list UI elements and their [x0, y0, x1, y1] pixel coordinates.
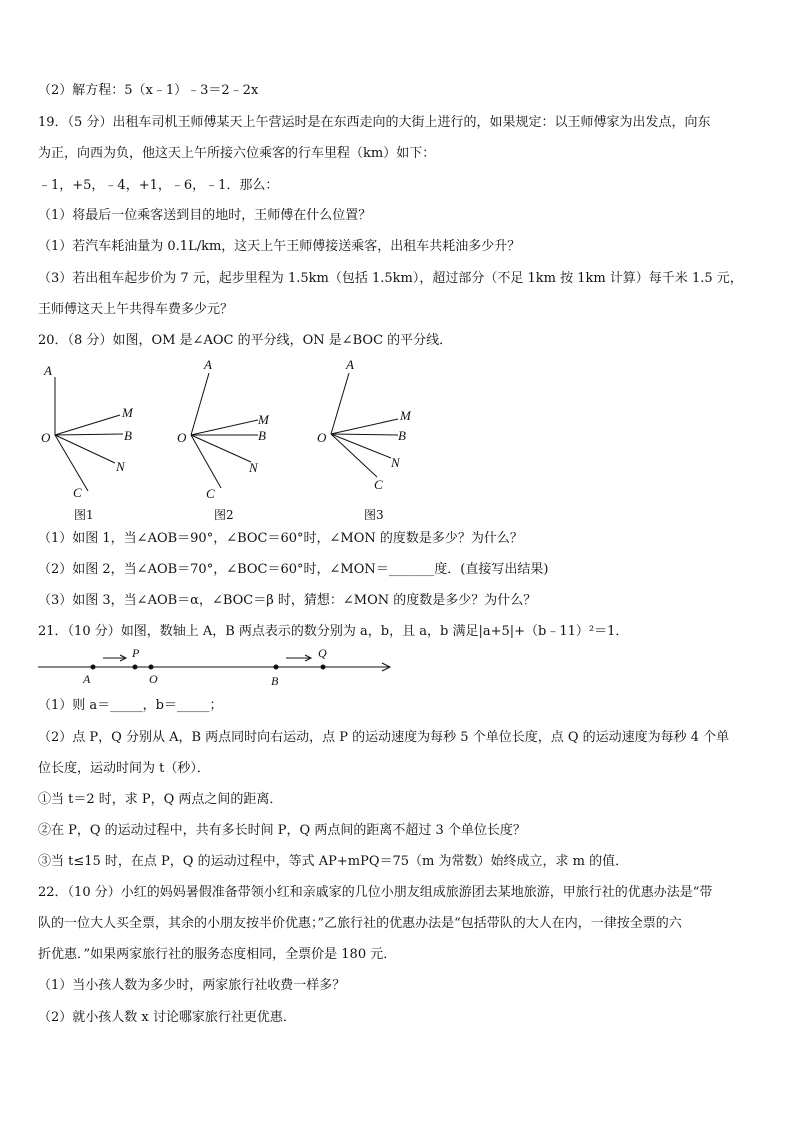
figure-caption-2: 图2: [214, 508, 234, 522]
q19-part2: （1）若汽车耗油量为 0.1L/km，这天上午王师傅接送乘客，出租车共耗油多少升？: [38, 239, 521, 254]
label-m: M: [400, 408, 411, 423]
label-a: A: [83, 672, 91, 686]
point-p: [133, 665, 138, 670]
number-line-diagram: [38, 645, 398, 690]
point-b: [274, 665, 279, 670]
label-p: P: [132, 646, 140, 660]
q20-part2: （2）如图 2，当∠AOB＝70°，∠BOC＝60°时，∠MON＝_______度．(直接写出结果): [38, 562, 549, 577]
q18-part2: （2）解方程：5（x﹣1）﹣3＝2﹣2x: [38, 83, 259, 98]
q21-sub3: ③当 t≤15 时，在点 P，Q 的运动过程中，等式 AP+mPQ＝75（m 为常数）始终成立，求 m 的值．: [38, 854, 629, 869]
q19-data-line: ﹣1，+5，﹣4，+1，﹣6，﹣1．那么：: [38, 178, 279, 193]
q21-number-line: [38, 645, 398, 690]
ray-ob: [331, 434, 398, 435]
q19-part1: （1）将最后一位乘客送到目的地时，王师傅在什么位置？: [38, 208, 372, 223]
label-b: B: [271, 674, 279, 688]
label-o: O: [41, 430, 51, 445]
label-n: N: [249, 460, 258, 475]
figure-caption-3: 图3: [364, 508, 384, 522]
label-o: O: [149, 672, 158, 686]
angle-diagram-3: [316, 355, 446, 525]
angle-diagram-2: [176, 355, 306, 525]
q22-part2: （2）就小孩人数 x 讨论哪家旅行社更优惠．: [38, 1010, 296, 1025]
label-c: C: [374, 477, 383, 492]
q20-figure-3: [316, 355, 446, 525]
q20-figure-1: [38, 360, 168, 525]
q20-figure-2: [176, 355, 306, 525]
q19-part3-line2: 王师傅这天上午共得车费多少元？: [38, 302, 234, 317]
ray-on: [331, 434, 391, 458]
label-b: B: [258, 428, 266, 443]
ray-oc: [191, 435, 221, 488]
angle-diagram-1: [38, 360, 168, 525]
ray-on: [55, 435, 115, 463]
figure-caption-1: 图1: [74, 508, 94, 522]
q22-stem-line1: 22．（10 分）小红的妈妈暑假准备带领小红和亲戚家的几位小朋友组成旅游团去某地旅游，甲旅行社的优惠办法是“带: [38, 885, 713, 900]
ray-oc: [331, 434, 377, 477]
label-a: A: [44, 363, 52, 378]
q21-part2-line1: （2）点 P，Q 分别从 A，B 两点同时向右运动，点 P 的运动速度为每秒 5 个单位长度，点 Q 的运动速度为每秒 4 个单: [38, 730, 730, 745]
label-o: O: [317, 430, 327, 445]
label-q: Q: [318, 646, 327, 660]
label-m: M: [258, 412, 269, 427]
q21-sub1: ①当 t＝2 时，求 P，Q 两点之间的距离．: [38, 792, 283, 807]
label-c: C: [206, 486, 215, 501]
q21-stem: 21．（10 分）如图，数轴上 A，B 两点表示的数分别为 a，b，且 a，b 满足|a+5|+（b﹣11）²＝1．: [38, 624, 629, 639]
ray-on: [191, 435, 251, 462]
point-q: [321, 665, 326, 670]
label-o: O: [177, 430, 187, 445]
label-b: B: [398, 428, 406, 443]
q20-stem: 20．（8 分）如图，OM 是∠AOC 的平分线，ON 是∠BOC 的平分线．: [38, 333, 453, 348]
q21-part1: （1）则 a＝_____，b＝_____；: [38, 698, 223, 713]
label-n: N: [391, 455, 400, 470]
label-a: A: [346, 357, 354, 372]
label-c: C: [73, 485, 82, 500]
q20-part3: （3）如图 3，当∠AOB＝α，∠BOC＝β 时，猜想：∠MON 的度数是多少？为什么？: [38, 593, 537, 608]
q22-part1: （1）当小孩人数为多少时，两家旅行社收费一样多？: [38, 978, 346, 993]
q19-stem-line1: 19．（5 分）出租车司机王师傅某天上午营运时是在东西走向的大街上进行的，如果规定：以王师傅家为出发点，向东: [38, 115, 711, 130]
label-m: M: [122, 405, 133, 420]
label-a: A: [204, 357, 212, 372]
q21-part2-line2: 位长度，运动时间为 t（秒）．: [38, 761, 210, 776]
ray-oc: [55, 435, 88, 491]
point-o: [149, 665, 154, 670]
q19-stem-line2: 为正，向西为负，他这天上午所接六位乘客的行车里程（km）如下：: [38, 146, 436, 161]
q20-part1: （1）如图 1，当∠AOB＝90°，∠BOC＝60°时，∠MON 的度数是多少？为什么？: [38, 531, 523, 546]
point-a: [91, 665, 96, 670]
q19-part3-line1: （3）若出租车起步价为 7 元，起步里程为 1.5km（包括 1.5km），超过部分（不足 1km 按 1km 计算）每千米 1.5 元，: [38, 271, 743, 286]
ray-ob: [55, 434, 123, 435]
ray-om: [191, 420, 258, 435]
q22-stem-line2: 队的一位大人买全票，其余的小朋友按半价优惠；”乙旅行社的优惠办法是“包括带队的大人在内，一律按全票的六: [38, 916, 682, 931]
ray-om: [55, 415, 120, 435]
ray-oa: [331, 373, 349, 434]
ray-om: [331, 419, 398, 434]
ray-oa: [191, 373, 209, 435]
q22-stem-line3: 折优惠．”如果两家旅行社的服务态度相同，全票价是 180 元．: [38, 947, 397, 962]
q21-sub2: ②在 P，Q 的运动过程中，共有多长时间 P，Q 两点间的距离不超过 3 个单位长度？: [38, 823, 526, 838]
label-n: N: [116, 459, 125, 474]
label-b: B: [124, 428, 132, 443]
